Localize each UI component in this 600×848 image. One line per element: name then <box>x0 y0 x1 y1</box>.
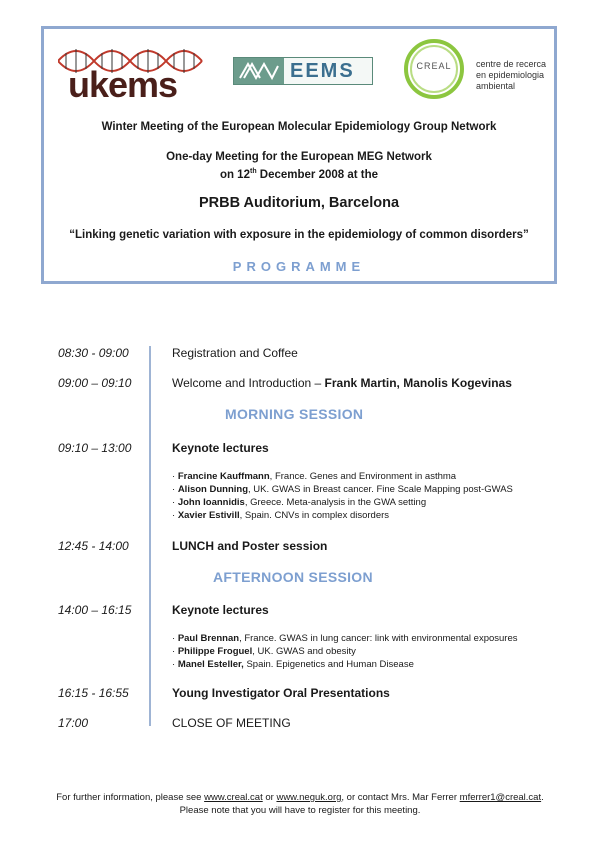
eems-logo <box>233 57 373 85</box>
creal-logo <box>404 39 472 107</box>
speaker-entry: · Philippe Froguel, UK. GWAS and obesity <box>172 646 356 657</box>
footer-register-line: Please note that you will have to register for this meeting. <box>179 805 421 816</box>
creal-desc-line: centre de recerca <box>476 59 547 69</box>
schedule-item: LUNCH and Poster session <box>172 539 328 553</box>
meeting-title: Winter Meeting of the European Molecular Epidemiology Group Network <box>101 121 497 133</box>
schedule-item: Keynote lectures <box>172 603 269 617</box>
schedule-time: 14:00 – 16:15 <box>58 603 132 617</box>
neguk-link[interactable]: www.neguk.org <box>276 792 342 803</box>
contact-email-link[interactable]: mferrer1@creal.cat <box>459 792 542 803</box>
meeting-date: on 12th December 2008 at the <box>219 168 379 181</box>
meeting-subtitle: One-day Meeting for the European MEG Network <box>166 151 432 163</box>
creal-desc-line: ambiental <box>476 81 516 91</box>
schedule-item: Welcome and Introduction – Frank Martin, Manolis Kogevinas <box>172 376 512 390</box>
schedule-time: 12:45 - 14:00 <box>58 539 129 553</box>
speaker-entry: · Manel Esteller, Spain. Epigenetics and Human Disease <box>172 659 414 670</box>
creal-logo-text: CREAL <box>416 61 452 71</box>
morning-session-heading: MORNING SESSION <box>225 406 364 422</box>
speaker-entry: · Paul Brennan, France. GWAS in lung cancer: link with environmental exposures <box>172 633 518 644</box>
afternoon-session-heading: AFTERNOON SESSION <box>213 569 373 585</box>
header-box <box>41 26 557 284</box>
ukems-logo-text: ukems <box>68 64 178 105</box>
schedule-time: 08:30 - 09:00 <box>58 346 129 360</box>
schedule-divider <box>149 346 151 726</box>
speaker-list <box>172 470 513 522</box>
schedule-time: 16:15 - 16:55 <box>58 686 129 700</box>
programme-heading: PROGRAMME <box>232 259 366 274</box>
ukems-logo <box>58 41 208 105</box>
speaker-entry: · Alison Dunning, UK. GWAS in Breast cancer. Fine Scale Mapping post-GWAS <box>172 484 513 495</box>
speaker-entry: · Francine Kauffmann, France. Genes and Environment in asthma <box>172 471 457 482</box>
meeting-theme: “Linking genetic variation with exposure in the epidemiology of common disorders” <box>69 229 529 241</box>
speaker-entry: · Xavier Estivill, Spain. CNVs in complex disorders <box>172 510 390 521</box>
speaker-entry: · John Ioannidis, Greece. Meta-analysis in the GWA setting <box>172 497 427 508</box>
meeting-venue: PRBB Auditorium, Barcelona <box>198 195 400 211</box>
schedule-item: Registration and Coffee <box>172 346 298 360</box>
footer-contact-line: For further information, please see www.creal.cat or www.neguk.org, or contact Mrs. Mar Ferrer mferrer1@creal.cat. <box>56 792 544 803</box>
footer-note <box>0 791 600 817</box>
eems-mark-icon <box>234 58 284 84</box>
speaker-list <box>172 632 518 671</box>
creal-link[interactable]: www.creal.cat <box>204 792 263 803</box>
schedule-time: 09:10 – 13:00 <box>58 441 132 455</box>
creal-desc-line: en epidemiologia <box>476 70 545 80</box>
schedule-time: 17:00 <box>58 716 89 730</box>
schedule-item: Young Investigator Oral Presentations <box>172 686 390 700</box>
schedule-item: CLOSE OF MEETING <box>172 716 291 730</box>
eems-logo-text: EEMS <box>290 60 355 82</box>
schedule-time: 09:00 – 09:10 <box>58 376 132 390</box>
creal-description <box>476 59 556 92</box>
schedule-item: Keynote lectures <box>172 441 269 455</box>
